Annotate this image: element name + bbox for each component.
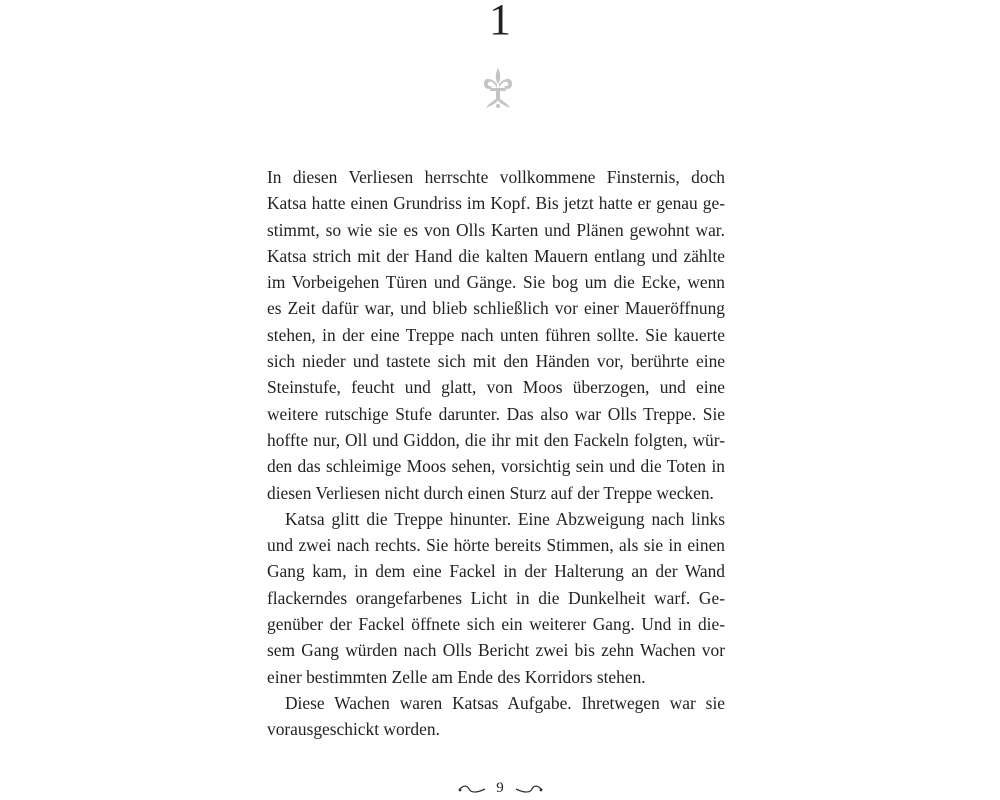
- page-footer: [0, 780, 1000, 797]
- text-line: sem Gang würden nach Olls Bericht zwei bis zehn Wachen vor: [267, 640, 725, 661]
- text-line: Gang kam, in dem eine Fackel in der Halterung an der Wand: [267, 561, 725, 582]
- text-line: einer bestimmten Zelle am Ende des Korridors stehen.: [267, 666, 646, 687]
- text-line: weitere rutschige Stufe darunter. Das also war Olls Treppe. Sie: [267, 403, 725, 424]
- text-line: Diese Wachen waren Katsas Aufgabe. Ihretwegen war sie: [285, 692, 725, 713]
- text-line: Katsa strich mit der Hand die kalten Mauern entlang und zählte: [267, 245, 725, 266]
- text-line: Katsa glitt die Treppe hinunter. Eine Abzweigung nach links: [285, 508, 725, 529]
- chapter-number: 1: [489, 0, 511, 44]
- text-line: Steinstufe, feucht und glatt, von Moos überzogen, und eine: [267, 377, 725, 398]
- text-line: stimmt, so wie sie es von Olls Karten und Plänen gewohnt war.: [267, 219, 725, 240]
- text-line: flackerndes orangefarbenes Licht in die Dunkelheit warf. Ge-: [267, 587, 725, 608]
- text-line: sich nieder und tastete sich mit den Händen vor, berührte eine: [267, 351, 725, 372]
- text-line: im Vorbeigehen Türen und Gänge. Sie bog um die Ecke, wenn: [267, 272, 725, 293]
- text-line: vorausgeschickt worden.: [267, 719, 440, 740]
- text-line: Katsa hatte einen Grundriss im Kopf. Bis jetzt hatte er genau ge-: [267, 193, 725, 214]
- fleur-de-lis-icon: [478, 66, 518, 110]
- left-swash-icon: [457, 784, 487, 794]
- body-text: [267, 164, 725, 743]
- text-line: stehen, in der eine Treppe nach unten führen sollte. Sie kauerte: [267, 324, 725, 345]
- text-line: es Zeit dafür war, und blieb schließlich vor einer Maueröffnung: [267, 298, 725, 319]
- text-line: genüber der Fackel öffnete sich ein weiterer Gang. Und in die-: [267, 614, 725, 635]
- text-line: und zwei nach rechts. Sie hörte bereits Stimmen, als sie in einen: [267, 535, 725, 556]
- text-line: In diesen Verliesen herrschte vollkommene Finsternis, doch: [267, 167, 725, 187]
- text-line: diesen Verliesen nicht durch einen Sturz auf der Treppe wecken.: [267, 482, 714, 503]
- page-number: 9: [496, 780, 504, 797]
- text-line: den das schleimige Moos sehen, vorsichtig sein und die Toten in: [267, 456, 725, 477]
- text-line: hoffte nur, Oll und Giddon, die ihr mit den Fackeln folgten, wür-: [267, 429, 725, 450]
- right-swash-icon: [514, 784, 544, 794]
